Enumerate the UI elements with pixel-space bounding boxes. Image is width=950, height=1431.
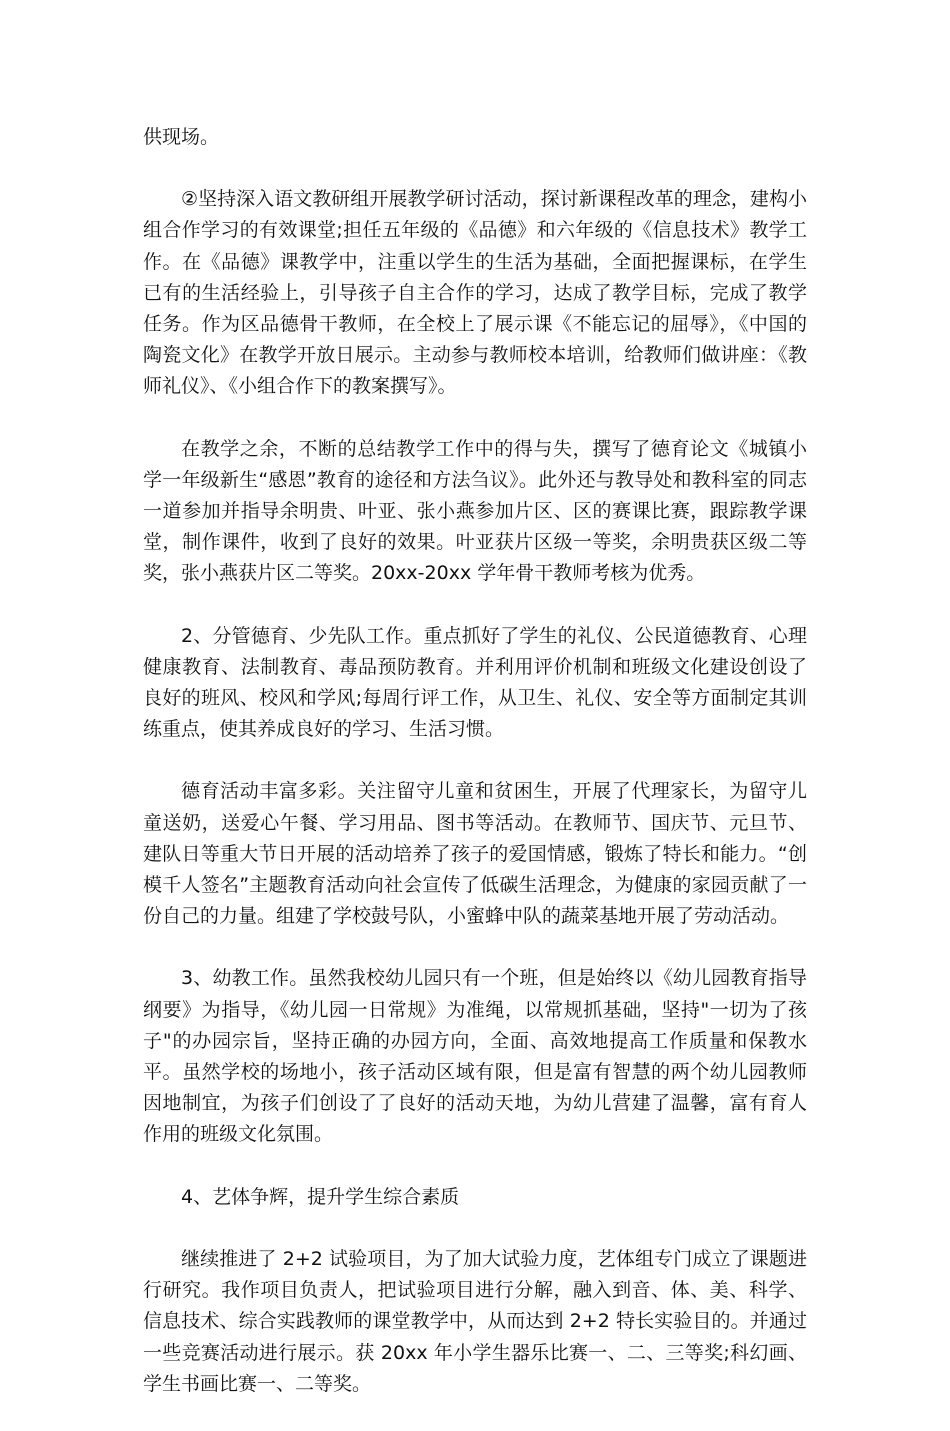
paragraph-arts-sports-heading: 4、艺体争辉，提升学生综合素质	[181, 1185, 460, 1208]
paragraph-moral-activities: 德育活动丰富多彩。关注留守儿童和贫困生，开展了代理家长，为留守儿童送奶，送爱心午餐、学习用品、图书等活动。在教师节、国庆节、元旦节、建队日等重大节日开展的活动培养了孩子的爱国情感，锻炼了特长和能力。“创模千人签名”主题教育活动向社会宣传了低碳生活理念，为健康的家园贡献了一份自己的力量。组建了学校鼓号队，小蜜蜂中队的蔬菜基地开展了劳动活动。	[143, 780, 807, 928]
paragraph-arts-sports: 继续推进了 2+2 试验项目，为了加大试验力度，艺体组专门成立了课题进行研究。我作项目负责人，把试验项目进行分解，融入到音、体、美、科学、信息技术、综合实践教师的课堂教学中，从而达到 2+2 特长实验目的。并通过一些竞赛活动进行展示。获 20xx 年小学生器乐比赛一、二、三等奖;科幻画、学生书画比赛一、二等奖。	[143, 1247, 807, 1395]
paragraph-moral-paper: 在教学之余，不断的总结教学工作中的得与失，撰写了德育论文《城镇小学一年级新生“感恩”教育的途径和方法刍议》。此外还与教导处和教科室的同志一道参加并指导余明贵、叶亚、张小燕参加片区、区的赛课比赛，跟踪教学课堂，制作课件，收到了良好的效果。叶亚获片区级一等奖，余明贵获区级二等奖，张小燕获片区二等奖。20xx-20xx 学年骨干教师考核为优秀。	[143, 437, 807, 585]
paragraph-kindergarten: 3、幼教工作。虽然我校幼儿园只有一个班，但是始终以《幼儿园教育指导纲要》为指导，《幼儿园一日常规》为准绳，以常规抓基础，坚持"一切为了孩子"的办园宗旨，坚持正确的办园方向，全面、高效地提高工作质量和保教水平。虽然学校的场地小，孩子活动区域有限，但是富有智慧的两个幼儿园教师因地制宜，为孩子们创设了了良好的活动天地，为幼儿营建了温馨，富有育人作用的班级文化氛围。	[143, 967, 807, 1146]
paragraph-teaching-research: ②坚持深入语文教研组开展教学研讨活动，探讨新课程改革的理念，建构小组合作学习的有效课堂;担任五年级的《品德》和六年级的《信息技术》教学工作。在《品德》课教学中，注重以学生的生活为基础，全面把握课标，在学生已有的生活经验上，引导孩子自主合作的学习，达成了教学目标，完成了教学任务。作为区品德骨干教师，在全校上了展示课《不能忘记的屈辱》，《中国的陶瓷文化》在教学开放日展示。主动参与教师校本培训，给教师们做讲座：《教师礼仪》、《小组合作下的教案撰写》。	[143, 188, 807, 398]
paragraph-continuation: 供现场。	[143, 126, 220, 148]
paragraph-moral-education: 2、分管德育、少先队工作。重点抓好了学生的礼仪、公民道德教育、心理健康教育、法制教育、毒品预防教育。并利用评价机制和班级文化建设创设了良好的班风、校风和学风;每周行评工作，从卫生、礼仪、安全等方面制定其训练重点，使其养成良好的学习、生活习惯。	[143, 624, 807, 741]
document-body	[143, 122, 807, 1431]
